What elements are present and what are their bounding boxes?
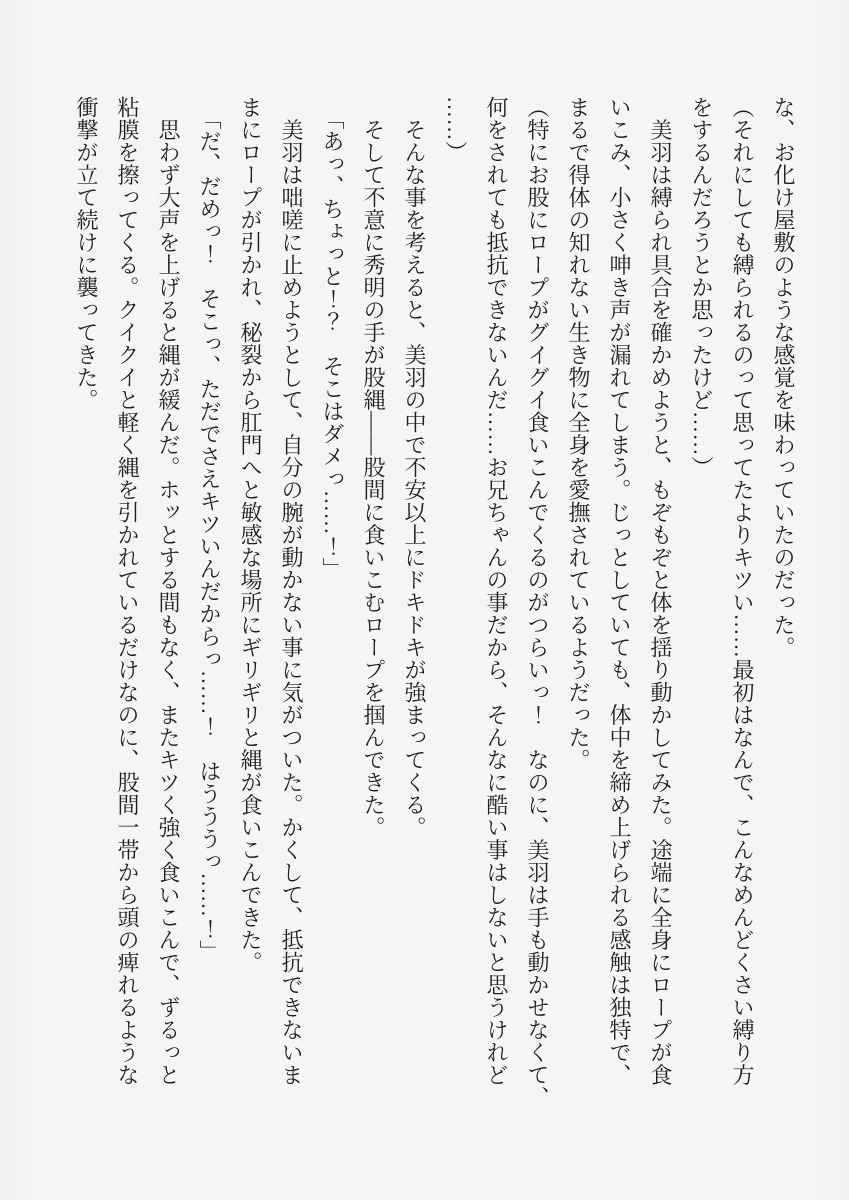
text-line: な、お化け屋敷のような感覚を味わっていたのだった。 [771,96,796,659]
text-line: 衝撃が立て続けに襲ってきた。 [74,96,99,411]
text-line: （それにしても縛られるのって思ってたよりキツい……最初はなんで、こんなめんどくさい縛り方 [730,96,755,1086]
text-line: 「だ、だめっ！ そこっ、ただでさえキツいんだからっ……！ はうううっ……！」 [197,96,222,963]
text-line: 美羽は縛られ具合を確かめようと、もぞもぞと体を揺り動かしてみた。途端に全身にロープが食 [648,96,673,1086]
text-line: ……） [443,96,468,164]
text-line: 美羽は咄嗟に止めようとして、自分の腕が動かない事に気がついた。かくして、抵抗できないま [279,96,304,1086]
text-line: （特にお股にロープがグイグイ食いこんでくるのがつらいっ！ なのに、美羽は手も動かせなくて、 [525,96,550,1109]
text-line: まにロープが引かれ、秘裂から肛門へと敏感な場所にギリギリと縄が食いこんできた。 [238,96,263,974]
vertical-text-block [66,96,804,1112]
text-line: いこみ、小さく呻き声が漏れてしまう。じっとしていても、体中を締め上げられる感触は独特で、 [607,96,632,1086]
text-line: 思わず大声を上げると縄が緩んだ。ホッとする間もなく、またキツく強く食いこんで、ずるっと [156,96,181,1086]
text-line: 「あっ、ちょっと！？ そこはダメっ……！」 [320,96,345,580]
text-line: をするんだろうとか思ったけど……） [689,96,714,479]
text-line: 何をされても抵抗できないんだ……お兄ちゃんの事だから、そんなに酷い事はしないと思うけれど [484,96,509,1086]
text-line: まるで得体の知れない生き物に全身を愛撫されているようだった。 [566,96,591,771]
text-line: そんな事を考えると、美羽の中で不安以上にドキドキが強まってくる。 [402,96,427,839]
text-line: そして不意に秀明の手が股縄――股間に食いこむロープを掴んできた。 [361,96,386,839]
text-line: 粘膜を擦ってくる。クイクイと軽く縄を引かれているだけなのに、股間一帯から頭の痺れるような [115,96,140,1086]
